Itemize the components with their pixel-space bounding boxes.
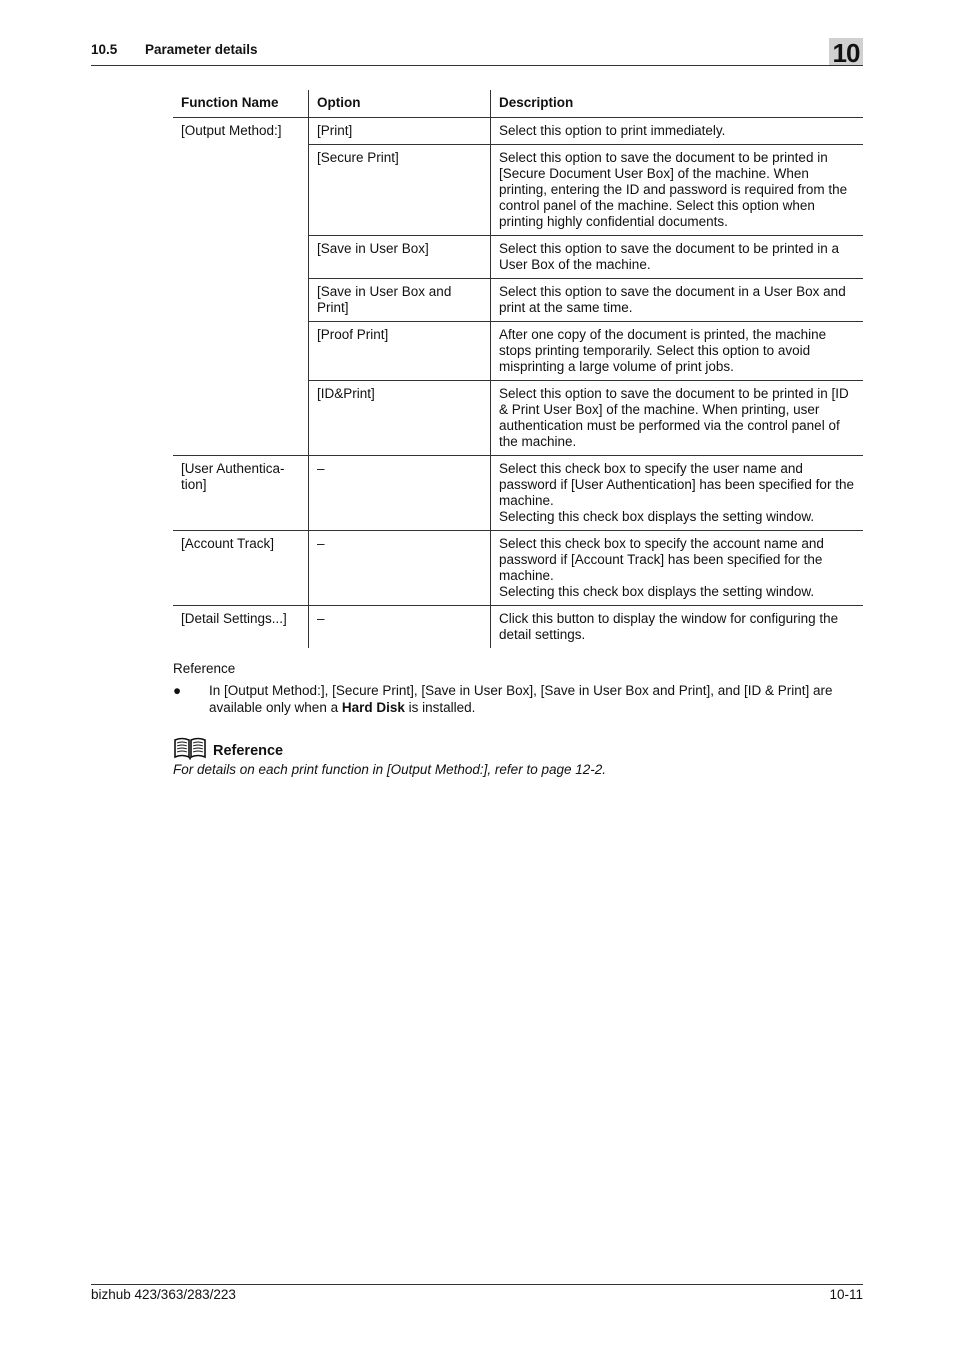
column-header-description: Description xyxy=(491,90,864,118)
cell-description: Select this option to save the document to be printed in [ID & Print User Box] of the machine. When printing, user authentication must be performed via the control panel of the machine. xyxy=(491,381,864,456)
cell-option: [Save in User Box and Print] xyxy=(309,279,491,322)
table-row xyxy=(173,118,863,145)
cell-option: – xyxy=(309,456,491,531)
cell-function: [User Authentica-tion] xyxy=(173,456,309,531)
cell-option: [Secure Print] xyxy=(309,145,491,236)
cell-option: [Print] xyxy=(309,118,491,145)
table-row xyxy=(173,531,863,606)
bullet-text-end: is installed. xyxy=(404,700,476,715)
parameter-table xyxy=(173,90,863,648)
cell-option: [ID&Print] xyxy=(309,381,491,456)
section-title: Parameter details xyxy=(145,42,258,57)
cell-description: Select this option to print immediately. xyxy=(491,118,864,145)
footer-page-number: 10-11 xyxy=(829,1287,863,1302)
footer-rule xyxy=(91,1284,863,1285)
section-number: 10.5 xyxy=(91,42,118,57)
column-header-option: Option xyxy=(309,90,491,118)
header-rule xyxy=(91,65,863,66)
cell-option: – xyxy=(309,531,491,606)
chapter-badge: 10 xyxy=(829,38,863,65)
cell-function: [Output Method:] xyxy=(173,118,309,456)
bullet-text xyxy=(209,682,863,716)
table-row xyxy=(173,606,863,649)
description-line: Select this check box to specify the user name and password if [User Authentication] has been specified for the machine. xyxy=(499,461,854,508)
cell-description: Click this button to display the window for configuring the detail settings. xyxy=(499,611,839,642)
cell-option: [Save in User Box] xyxy=(309,236,491,279)
reference-note: For details on each print function in [Output Method:], refer to page 12-2. xyxy=(173,762,607,777)
description-line: Selecting this check box displays the setting window. xyxy=(499,584,815,599)
cell-option: [Proof Print] xyxy=(309,322,491,381)
book-icon xyxy=(173,736,207,760)
cell-description: Select this option to save the document to be printed in [Secure Document User Box] of the machine. When printing, entering the ID and password is required from the control panel of the machine. Select this option when printing highly confidential documents. xyxy=(491,145,864,236)
table-row xyxy=(173,456,863,531)
bullet-text-bold: Hard Disk xyxy=(341,700,405,715)
bullet-text-start: In [Output Method:], [Secure Print], [Save in User Box], [Save in User Box and Print], and [ID & Print] are available only when a xyxy=(209,683,833,715)
cell-description xyxy=(491,456,864,531)
cell-option: – xyxy=(309,606,491,649)
cell-description: Select this option to save the document to be printed in a User Box of the machine. xyxy=(491,236,864,279)
page-header xyxy=(91,38,863,66)
cell-description xyxy=(491,531,864,606)
cell-description: After one copy of the document is printed, the machine stops printing temporarily. Select this option to avoid misprinting a large volume of print jobs. xyxy=(491,322,864,381)
description-line: Select this check box to specify the account name and password if [Account Track] has been specified for the machine. xyxy=(499,536,824,583)
reference-title: Reference xyxy=(213,743,284,759)
footer-product: bizhub 423/363/283/223 xyxy=(91,1287,236,1302)
cell-function: [Detail Settings...] xyxy=(173,606,309,649)
bullet-icon: ● xyxy=(173,683,182,698)
description-line: Selecting this check box displays the setting window. xyxy=(499,509,815,524)
cell-function: [Account Track] xyxy=(173,531,309,606)
table-header-row xyxy=(173,90,863,118)
cell-description: Select this option to save the document in a User Box and print at the same time. xyxy=(491,279,864,322)
column-header-function: Function Name xyxy=(173,90,309,118)
reference-label: Reference xyxy=(173,661,236,676)
